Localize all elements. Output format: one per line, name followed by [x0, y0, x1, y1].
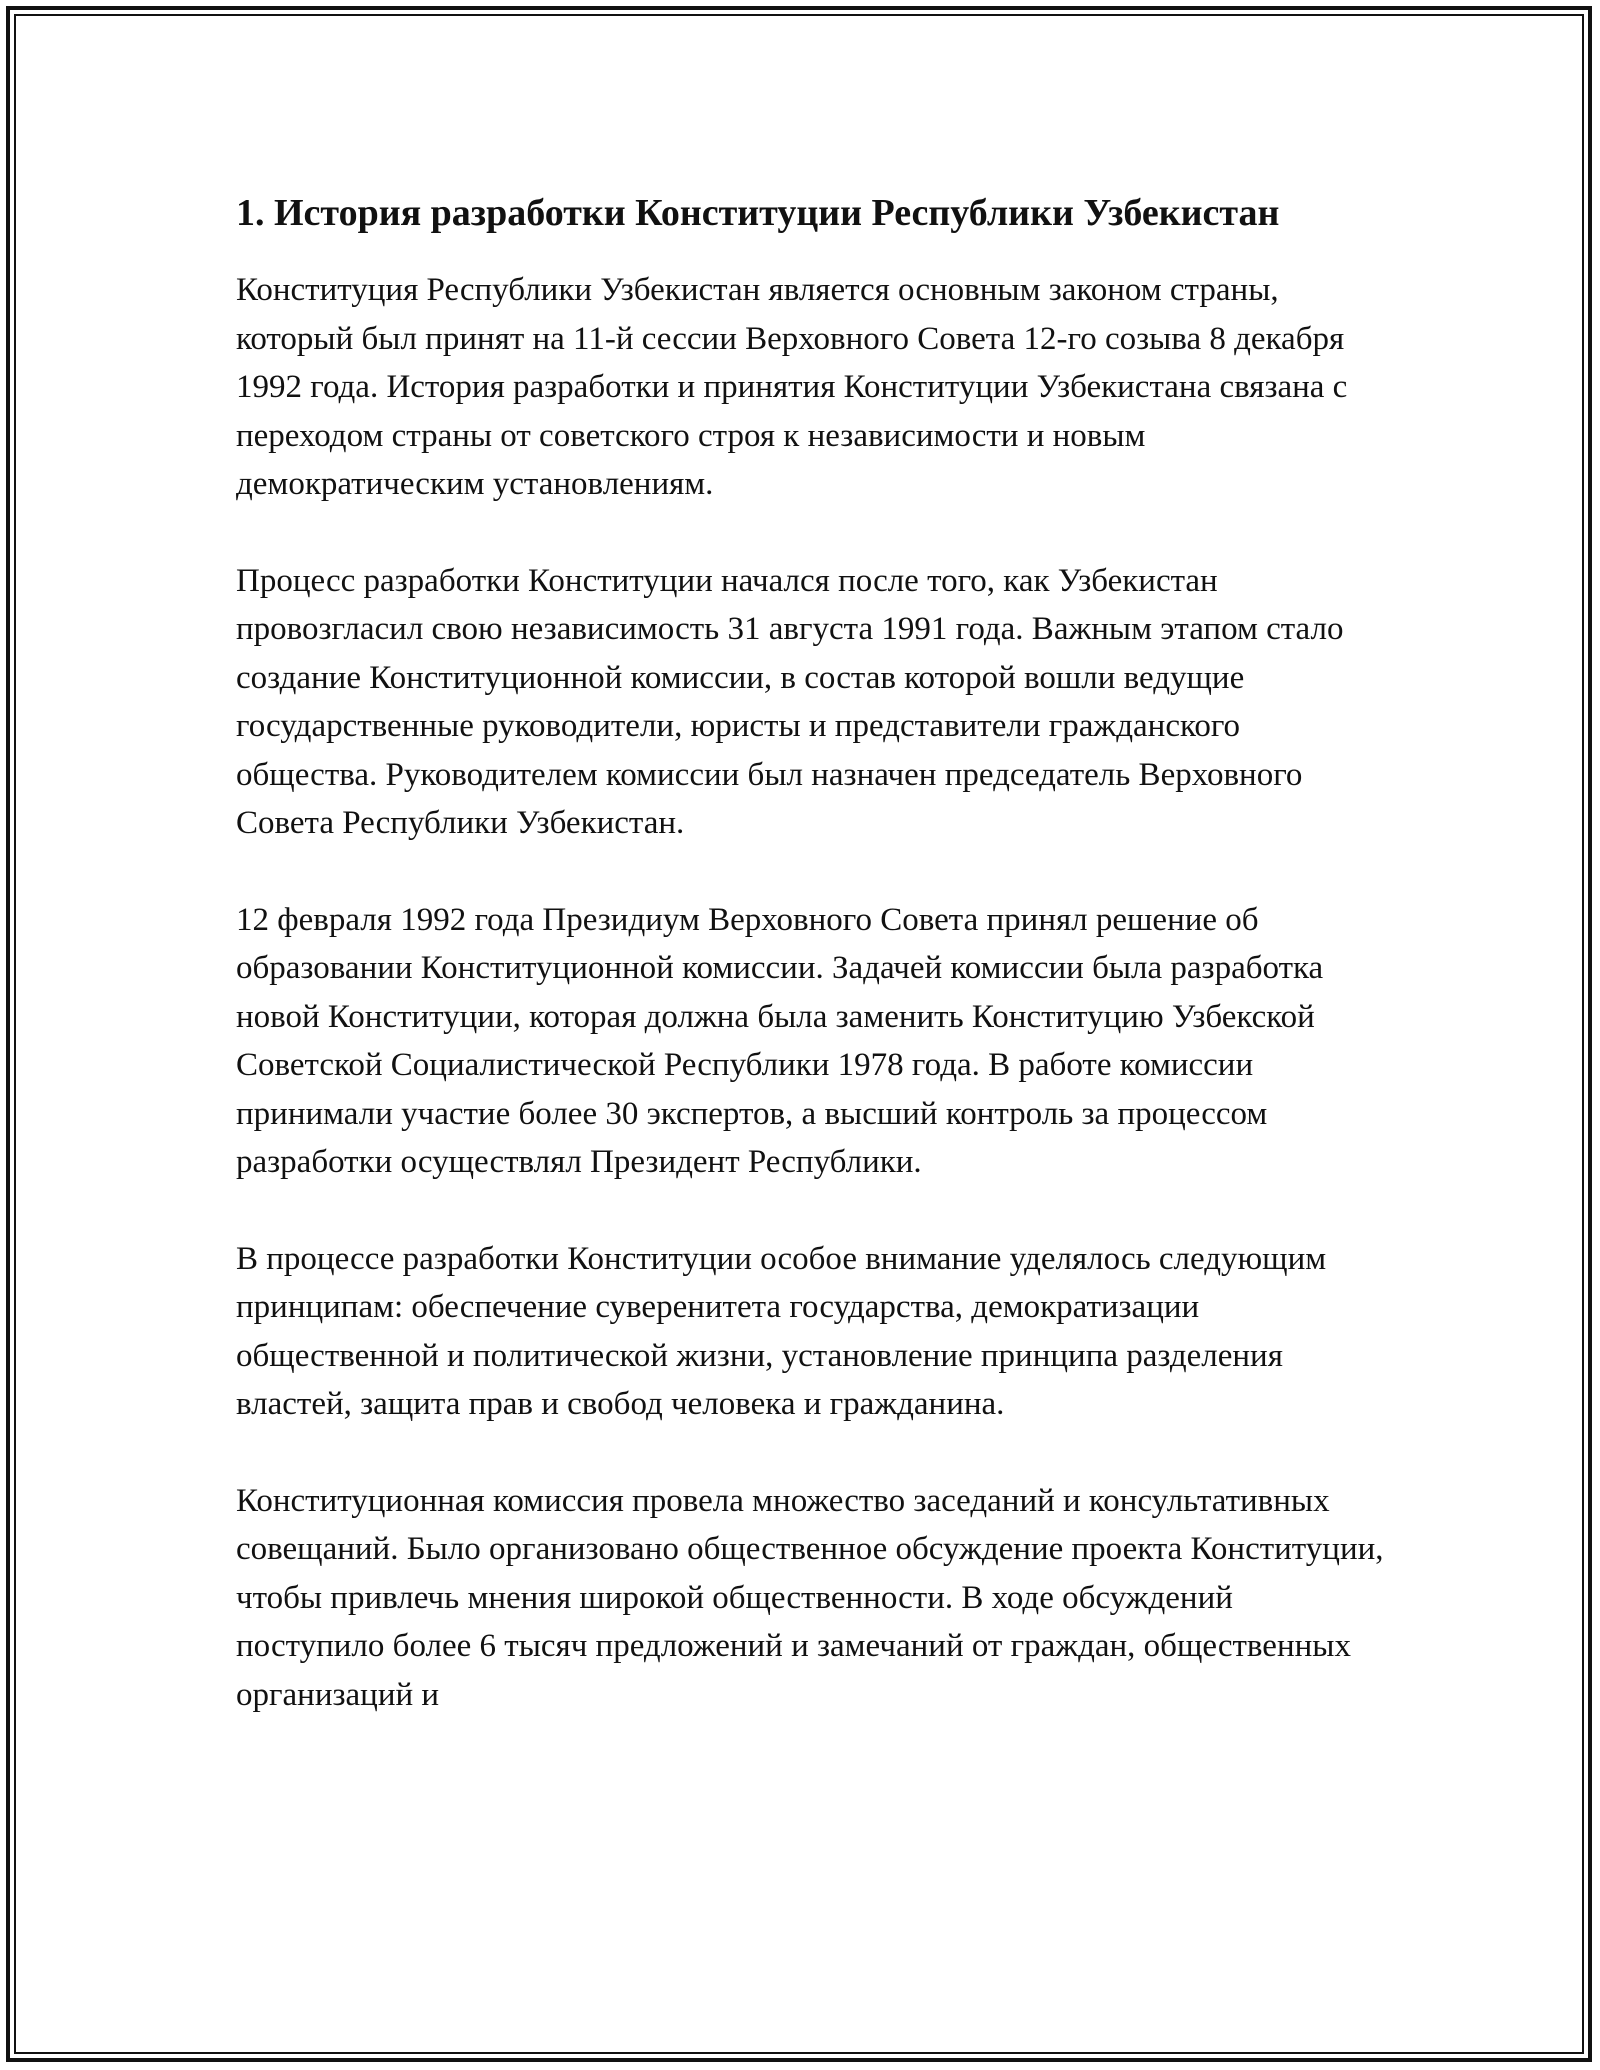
- document-body: [236, 186, 1386, 1767]
- paragraph-4: В процессе разработки Конституции особое внимание уделялось следующим принципам: обеспечение суверенитета государства, демократизации общественной и политической жизни, установление принципа разделения властей, защита прав и свобод человека и гражданина.: [236, 1240, 1327, 1422]
- paragraph-3: 12 февраля 1992 года Президиум Верховного Совета принял решение об образовании Конституционной комиссии. Задачей комиссии была разработка новой Конституции, которая должна была заменить Конституцию Узбекской Советской Социалистической Республики 1978 года. В работе комиссии принимали участие более 30 экспертов, а высший контроль за процессом разработки осуществлял Президент Республики.: [236, 901, 1324, 1180]
- section-heading: 1. История разработки Конституции Республики Узбекистан: [236, 192, 1280, 234]
- paragraph-2: Процесс разработки Конституции начался после того, как Узбекистан провозгласил свою независимость 31 августа 1991 года. Важным этапом стало создание Конституционной комиссии, в состав которой вошли ведущие государственные руководители, юристы и представители гражданского общества. Руководителем комиссии был назначен председатель Верховного Совета Республики Узбекистан.: [236, 562, 1344, 841]
- paragraph-5: Конституционная комиссия провела множество заседаний и консультативных совещаний. Было организовано общественное обсуждение проекта Конституции, чтобы привлечь мнения широкой общественности. В ходе обсуждений поступило более 6 тысяч предложений и замечаний от граждан, общественных организаций и: [236, 1482, 1384, 1713]
- paragraph-1: Конституция Республики Узбекистан является основным законом страны, который был принят на 11-й сессии Верховного Совета 12-го созыва 8 декабря 1992 года. История разработки и принятия Конституции Узбекистана связана с переходом страны от советского строя к независимости и новым демократическим установлениям.: [236, 272, 1348, 502]
